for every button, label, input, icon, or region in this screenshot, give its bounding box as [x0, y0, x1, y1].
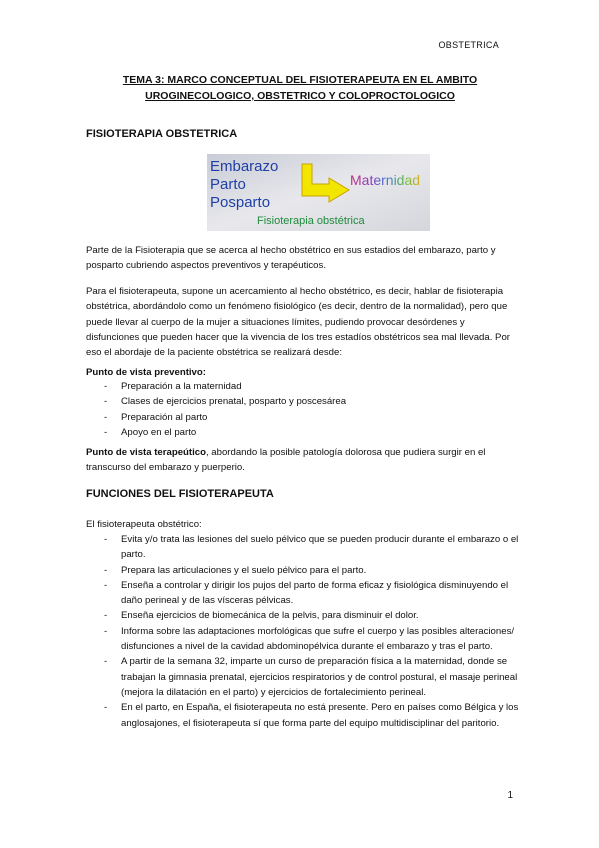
preventive-list [86, 379, 526, 440]
list-item: - A partir de la semana 32, imparte un curso de preparación física a la maternidad, donde se trabajan la gimnasia prenatal, ejercicios respiratorios y de control postural, el masaje perineal (mejora la dilatación en el parto) y ejercicios de fortalecimiento perineal. [104, 656, 518, 698]
title-line-2: UROGINECOLOGICO, OBSTETRICO Y COLOPROCTOLOGICO [145, 90, 455, 102]
functions-list [86, 532, 526, 731]
figure-word-posparto: Posparto [210, 194, 271, 211]
list-item: - Apoyo en el parto [104, 426, 197, 438]
page-number: 1 [507, 790, 513, 801]
therapeutic-paragraph [86, 445, 516, 476]
list-item: - En el parto, en España, el fisioterapeuta no está presente. Pero en países como Bélgica y los anglosajones, el fisioterapeuta sí que forma parte del equipo multidisciplinar del paritorio. [104, 702, 519, 729]
list-item: - Clases de ejercicios prenatal, posparto y poscesárea [104, 396, 347, 408]
figure-word-maternidad: Maternidad [350, 172, 421, 188]
figure-word-fisioterapia: Fisioterapia obstétrica [257, 215, 365, 227]
list-item: - Informa sobre las adaptaciones morfológicas que sufre el cuerpo y las posibles alteraciones/ disfunciones a nivel de la cavidad abdominopélvica durante el embarazo y tras el parto. [104, 625, 515, 653]
list-item: - Enseña ejercicios de biomecánica de la pelvis, para disminuir el dolor. [104, 610, 419, 622]
therapeutic-label: Punto de vista terapeútico [86, 447, 206, 458]
list-item: - Prepara las articulaciones y el suelo pélvico para el parto. [104, 564, 367, 576]
preventive-label: Punto de vista preventivo: [86, 367, 206, 378]
section-heading-fisioterapia-obstetrica: FISIOTERAPIA OBSTETRICA [86, 128, 238, 140]
figure-word-parto: Parto [210, 176, 246, 193]
paragraph-approach: Para el fisioterapeuta, supone un acercamiento al hecho obstétrico, es decir, hablar de fisioterapia obstétrica, abordándolo como un fenómeno fisiológico (es decir, dentro de la normalidad), pero que puede llevar al cuerpo de la mujer a situaciones límites, pudiendo provocar desórdenes y disfunciones que pueden hacer que la vivencia de los tres estadíos obstétricos sea mal llevada. Por eso el abordaje de la paciente obstétrica se realizará desde: [86, 286, 510, 359]
maternity-figure [207, 154, 430, 231]
section-heading-funciones: FUNCIONES DEL FISIOTERAPEUTA [86, 488, 274, 500]
page-header: OBSTETRICA [438, 40, 499, 50]
functions-intro: El fisioterapeuta obstétrico: [86, 519, 202, 530]
paragraph-definition: Parte de la Fisioterapia que se acerca al hecho obstétrico en sus estadios del embarazo, parto y posparto cubriendo aspectos preventivos y terapéuticos. [86, 245, 496, 272]
list-item: - Preparación a la maternidad [104, 381, 242, 392]
maternity-figure-svg [207, 154, 430, 231]
list-item: - Enseña a controlar y dirigir los pujos del parto de forma eficaz y fisiológica disminuyendo el daño perineal y de las vísceras pélvicas. [104, 579, 509, 607]
figure-word-embarazo: Embarazo [210, 158, 279, 175]
document-title [60, 72, 540, 104]
title-line-1: TEMA 3: MARCO CONCEPTUAL DEL FISIOTERAPEUTA EN EL AMBITO [122, 74, 478, 86]
list-item: - Evita y/o trata las lesiones del suelo pélvico que se pueden producir durante el embarazo o el parto. [104, 534, 519, 561]
list-item: - Preparación al parto [104, 411, 208, 423]
therapeutic-text: , abordando la posible patología dolorosa que pudiera surgir en el transcurso del embarazo y puerperio. [86, 447, 486, 474]
